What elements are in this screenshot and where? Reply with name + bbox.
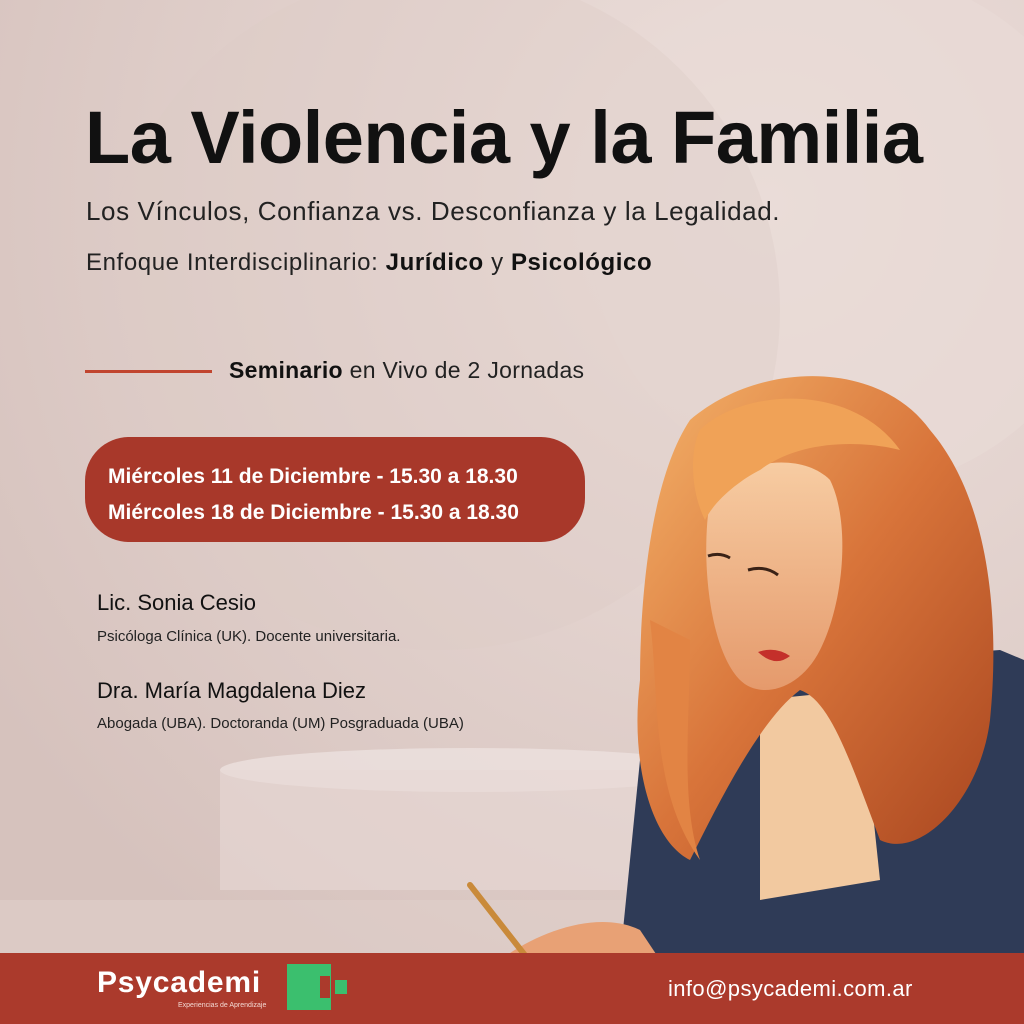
page-title: La Violencia y la Familia [85, 96, 923, 179]
seminar-label [229, 357, 584, 384]
contact-email[interactable]: info@psycademi.com.ar [668, 976, 913, 1001]
date-line: Miércoles 11 de Diciembre - 15.30 a 18.30 [108, 465, 518, 488]
seminar-rest: en Vivo de 2 Jornadas [342, 357, 585, 383]
speaker-name: Lic. Sonia Cesio [97, 590, 256, 615]
approach-joiner: y [483, 249, 511, 276]
brand-name: Psycademi [97, 966, 261, 999]
dates-pill [85, 437, 585, 542]
page-subtitle: Los Vínculos, Confianza vs. Desconfianza y la Legalidad. [86, 196, 781, 226]
approach-line [86, 249, 652, 277]
approach-prefix: Enfoque Interdisciplinario: [86, 249, 386, 276]
seminar-bold: Seminario [229, 357, 343, 383]
date-line: Miércoles 18 de Diciembre - 15.30 a 18.30 [108, 501, 519, 524]
approach-second: Psicológico [510, 249, 653, 276]
brand-tagline: Experiencias de Aprendizaje [178, 1002, 267, 1009]
psycademi-logo-icon [287, 964, 349, 1010]
speaker-role: Abogada (UBA). Doctoranda (UM) Posgraduada (UBA) [97, 715, 464, 732]
approach-first: Jurídico [385, 249, 484, 276]
accent-divider [85, 370, 212, 373]
speaker-role: Psicóloga Clínica (UK). Docente universitaria. [97, 628, 401, 645]
speaker-name: Dra. María Magdalena Diez [97, 678, 367, 703]
